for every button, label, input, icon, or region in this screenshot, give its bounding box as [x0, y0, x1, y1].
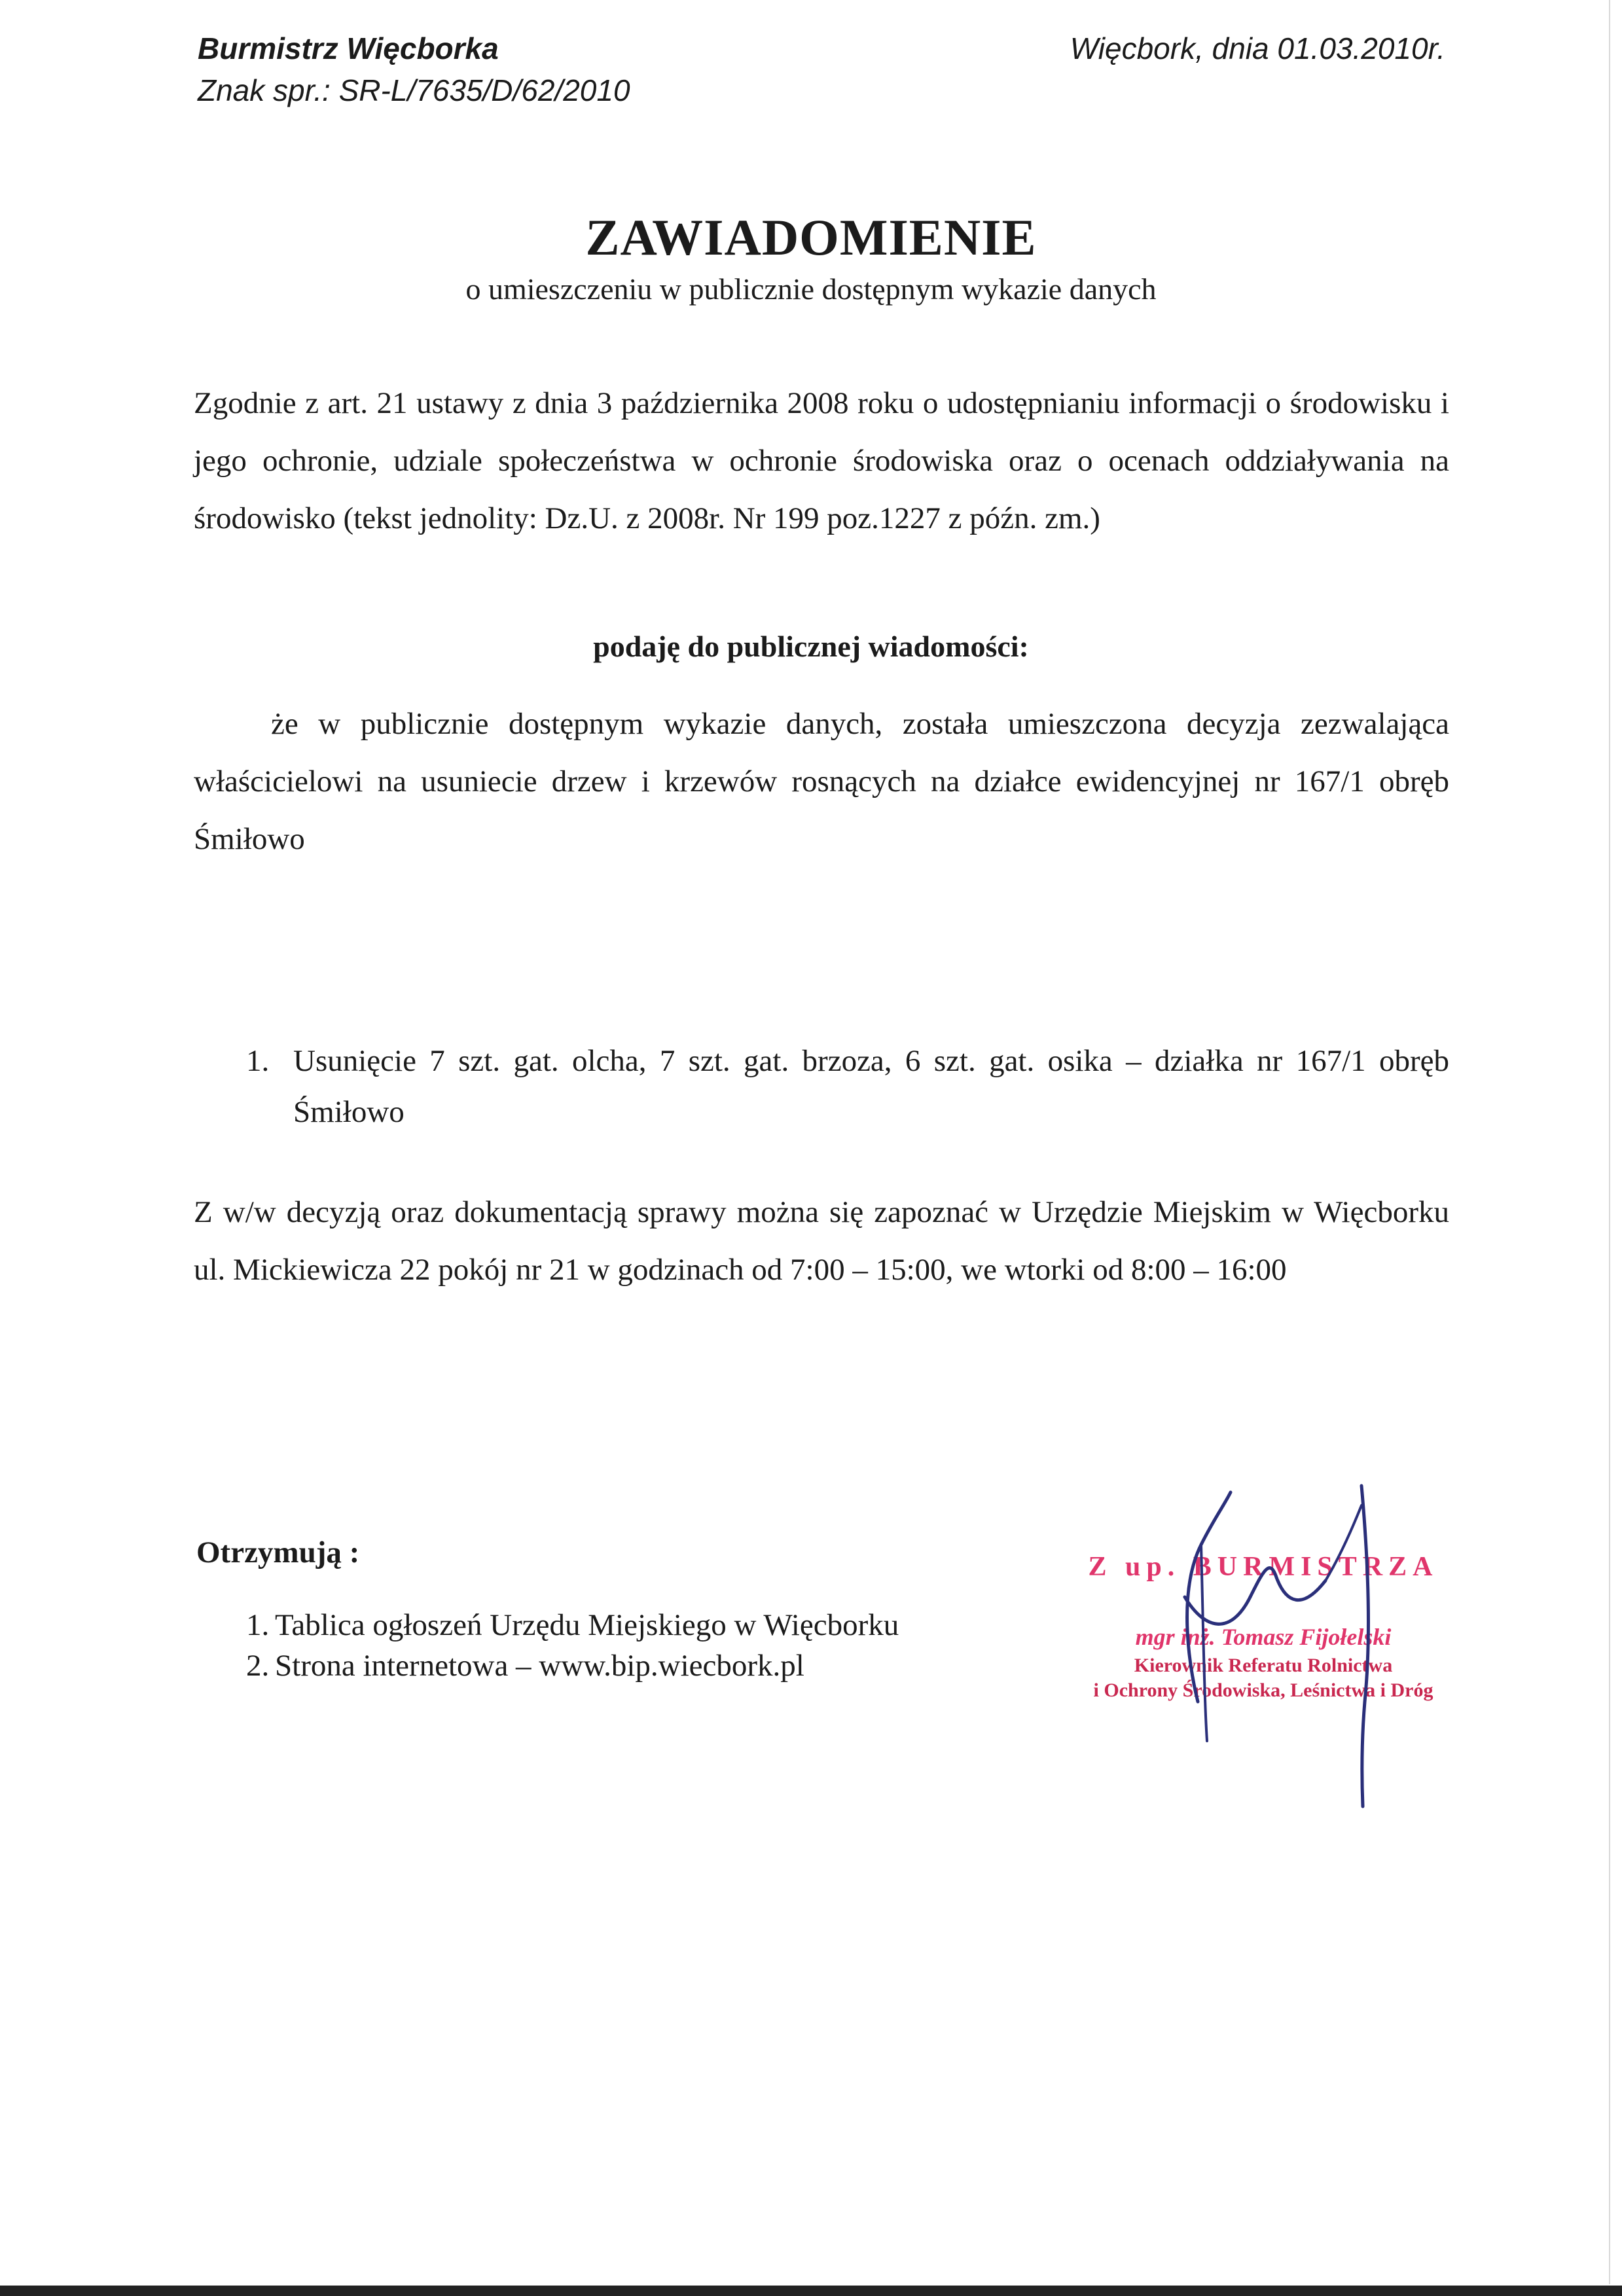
issuer: Burmistrz Więcborka — [198, 31, 499, 65]
decision-list — [246, 1035, 1449, 1138]
legal-basis-paragraph: Zgodnie z art. 21 ustawy z dnia 3 października 2008 roku o udostępnianiu informacji o środowisku i jego ochronie, udziale społeczeństwa w ochronie środowiska oraz o ocenach oddziaływania na środowisko (tekst jednolity: Dz.U. z 2008r. Nr 199 poz.1227 z późn. zm.) — [194, 386, 1449, 535]
list-item — [246, 1035, 1449, 1138]
recipient-number: 1. — [246, 1608, 270, 1642]
stamp-line-authority: Z up. BURMISTRZA — [1088, 1552, 1439, 1582]
recipient-number: 2. — [246, 1649, 270, 1683]
consultation-paragraph: Z w/w decyzją oraz dokumentacją sprawy można się zapoznać w Urzędzie Miejskim w Więcborku ul. Mickiewicza 22 pokój nr 21 w godzinach od 7:00 – 15:00, we wtorki od 8:00 – 16:00 — [194, 1195, 1449, 1287]
recipient-text: Strona internetowa – www.bip.wiecbork.pl — [275, 1649, 804, 1683]
stamp-line-department: i Ochrony Środowiska, Leśnictwa i Dróg — [1093, 1679, 1433, 1701]
document-subtitle: o umieszczeniu w publicznie dostępnym wykazie danych — [465, 272, 1157, 306]
scan-bottom-edge — [0, 2286, 1622, 2296]
header-left — [198, 27, 630, 111]
list-item — [246, 1645, 1032, 1686]
list-item — [246, 1605, 1032, 1645]
recipients-title: Otrzymują : — [196, 1535, 360, 1570]
announcement-lead: podaję do publicznej wiadomości: — [593, 630, 1029, 663]
handwritten-signature — [1073, 1466, 1466, 1820]
case-reference: Znak spr.: SR-L/7635/D/62/2010 — [198, 73, 630, 107]
place-date: Więcbork, dnia 01.03.2010r. — [1070, 31, 1445, 65]
list-item-text: Usunięcie 7 szt. gat. olcha, 7 szt. gat. brzoza, 6 szt. gat. osika – działka nr 167/1 obręb Śmiłowo — [293, 1044, 1449, 1129]
decision-paragraph: że w publicznie dostępnym wykazie danych, została umieszczona decyzja zezwalająca właścicielowi na usuniecie drzew i krzewów rosnących na działce ewidencyjnej nr 167/1 obręb Śmiłowo — [194, 707, 1449, 856]
recipient-text: Tablica ogłoszeń Urzędu Miejskiego w Więcborku — [275, 1608, 899, 1642]
stamp-line-name: mgr inż. Tomasz Fijołelski — [1135, 1624, 1392, 1650]
scan-margin-line — [1609, 0, 1610, 2284]
stamp-line-position: Kierownik Referatu Rolnictwa — [1134, 1655, 1393, 1676]
document-title: ZAWIADOMIENIE — [585, 209, 1037, 266]
list-item-number: 1. — [246, 1044, 270, 1078]
recipients-list — [246, 1605, 1032, 1686]
